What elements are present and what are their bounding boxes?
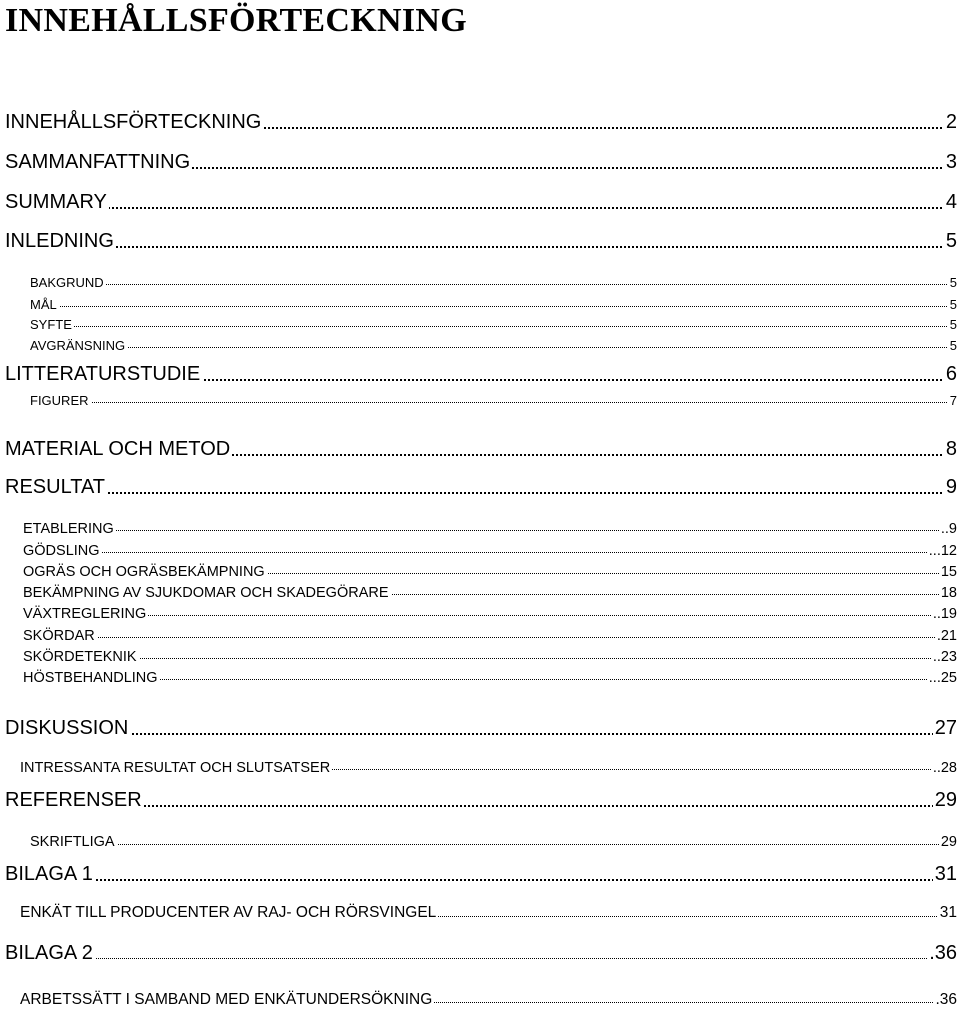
toc-entry-page: 5 bbox=[949, 317, 957, 332]
toc-entry[interactable] bbox=[0, 386, 960, 410]
toc-entry-label: BILAGA 2 bbox=[5, 942, 93, 964]
toc-entry-label: OGRÄS OCH OGRÄSBEKÄMPNING bbox=[23, 564, 265, 580]
dot-leader bbox=[31, 530, 949, 531]
toc-entry-page: 15 bbox=[940, 564, 957, 580]
dot-leader bbox=[38, 347, 949, 348]
toc-entry-label: AVGRÄNSNING bbox=[30, 338, 126, 353]
toc-entry-label: BILAGA 1 bbox=[5, 863, 93, 885]
toc-entry-page: ..19 bbox=[932, 606, 957, 622]
dot-leader bbox=[13, 879, 949, 881]
toc-entry-label: LITTERATURSTUDIE bbox=[5, 363, 201, 385]
toc-entry-page: ..28 bbox=[932, 760, 957, 776]
dot-leader bbox=[13, 958, 949, 959]
toc-entry-page: .36 bbox=[929, 942, 957, 964]
dot-leader bbox=[31, 679, 949, 680]
dot-leader bbox=[31, 658, 949, 659]
toc-entry-label: ENKÄT TILL PRODUCENTER AV RAJ- OCH RÖRSVINGEL bbox=[20, 904, 437, 921]
toc-entry-page: 5 bbox=[945, 230, 957, 252]
toc-entry[interactable] bbox=[0, 828, 960, 852]
toc-entry[interactable] bbox=[0, 600, 960, 624]
toc-entry[interactable] bbox=[0, 192, 960, 216]
toc-entry-label: SYFTE bbox=[30, 317, 72, 332]
dot-leader bbox=[13, 492, 949, 494]
toc-entry-page: 29 bbox=[934, 789, 957, 811]
toc-entry[interactable] bbox=[0, 231, 960, 255]
toc-entry[interactable] bbox=[0, 900, 960, 924]
toc-entry-label: MÅL bbox=[30, 297, 57, 312]
toc-entry[interactable] bbox=[0, 754, 960, 778]
toc-entry-page: 27 bbox=[934, 717, 957, 739]
toc-entry[interactable] bbox=[0, 331, 960, 355]
toc-entry-label: MATERIAL OCH METOD bbox=[5, 438, 231, 460]
toc-entry-page: ...12 bbox=[928, 543, 957, 559]
dot-leader bbox=[38, 326, 949, 327]
toc-entry[interactable] bbox=[0, 439, 960, 463]
dot-leader bbox=[38, 306, 949, 307]
dot-leader bbox=[31, 615, 949, 616]
toc-entry[interactable] bbox=[0, 718, 960, 742]
toc-entry-label: ETABLERING bbox=[23, 521, 114, 537]
page-title: INNEHÅLLSFÖRTECKNING bbox=[5, 2, 467, 39]
toc-entry-page: 31 bbox=[934, 863, 957, 885]
toc-entry-page: 6 bbox=[945, 363, 957, 385]
toc-entry-label: HÖSTBEHANDLING bbox=[23, 670, 158, 686]
toc-entry-page: 2 bbox=[945, 111, 957, 133]
toc-entry-page: 5 bbox=[949, 338, 957, 353]
toc-entry[interactable] bbox=[0, 152, 960, 176]
toc-entry[interactable] bbox=[0, 515, 960, 539]
toc-entry-label: BAKGRUND bbox=[30, 275, 104, 290]
toc-entry[interactable] bbox=[0, 664, 960, 688]
toc-entry-label: FIGURER bbox=[30, 393, 89, 408]
toc-entry-page: 3 bbox=[945, 151, 957, 173]
toc-entry-label: RESULTAT bbox=[5, 476, 106, 498]
toc-entry-page: ..9 bbox=[940, 521, 957, 537]
dot-leader bbox=[38, 284, 949, 285]
toc-entry-label: INNEHÅLLSFÖRTECKNING bbox=[5, 111, 262, 133]
toc-entry-label: ARBETSSÄTT I SAMBAND MED ENKÄTUNDERSÖKNING bbox=[20, 991, 433, 1008]
dot-leader bbox=[38, 402, 949, 403]
toc-entry-label: SKÖRDETEKNIK bbox=[23, 649, 137, 665]
dot-leader bbox=[13, 805, 949, 807]
toc-entry-page: 5 bbox=[949, 297, 957, 312]
dot-leader bbox=[38, 844, 949, 845]
toc-entry-page: 7 bbox=[949, 393, 957, 408]
toc-entry[interactable] bbox=[0, 268, 960, 292]
toc-entry-label: REFERENSER bbox=[5, 789, 142, 811]
toc-entry-page: 31 bbox=[939, 904, 957, 921]
dot-leader bbox=[13, 207, 949, 209]
toc-entry-label: INLEDNING bbox=[5, 230, 114, 252]
toc-entry[interactable] bbox=[0, 364, 960, 388]
toc-entry-page: 4 bbox=[945, 191, 957, 213]
toc-entry-label: VÄXTREGLERING bbox=[23, 606, 147, 622]
toc-entry-page: 8 bbox=[945, 438, 957, 460]
toc-entry[interactable] bbox=[0, 864, 960, 888]
toc-entry[interactable] bbox=[0, 112, 960, 136]
toc-entry-page: ...25 bbox=[928, 670, 957, 686]
dot-leader bbox=[31, 637, 949, 638]
toc-entry-page: .21 bbox=[936, 628, 957, 644]
toc-entry-page: 18 bbox=[940, 585, 957, 601]
toc-entry-label: SUMMARY bbox=[5, 191, 107, 213]
dot-leader bbox=[13, 733, 949, 735]
toc-entry-page: ..23 bbox=[932, 649, 957, 665]
toc-entry-page: 9 bbox=[945, 476, 957, 498]
toc-entry-label: GÖDSLING bbox=[23, 543, 100, 559]
toc-entry-label: SKRIFTLIGA bbox=[30, 834, 115, 850]
toc-entry[interactable] bbox=[0, 790, 960, 814]
toc-entry-label: SAMMANFATTNING bbox=[5, 151, 191, 173]
toc-entry-page: 29 bbox=[940, 834, 957, 850]
toc-entry[interactable] bbox=[0, 987, 960, 1011]
toc-entry-page: 5 bbox=[949, 275, 957, 290]
dot-leader bbox=[31, 552, 949, 553]
toc-entry[interactable] bbox=[0, 943, 960, 967]
toc-entry-label: DISKUSSION bbox=[5, 717, 129, 739]
toc-entry[interactable] bbox=[0, 477, 960, 501]
toc-entry-page: .36 bbox=[935, 991, 957, 1008]
toc-entry-label: SKÖRDAR bbox=[23, 628, 95, 644]
toc-entry-label: BEKÄMPNING AV SJUKDOMAR OCH SKADEGÖRARE bbox=[23, 585, 389, 601]
toc-entry-label: INTRESSANTA RESULTAT OCH SLUTSATSER bbox=[20, 760, 331, 776]
dot-leader bbox=[13, 246, 949, 248]
